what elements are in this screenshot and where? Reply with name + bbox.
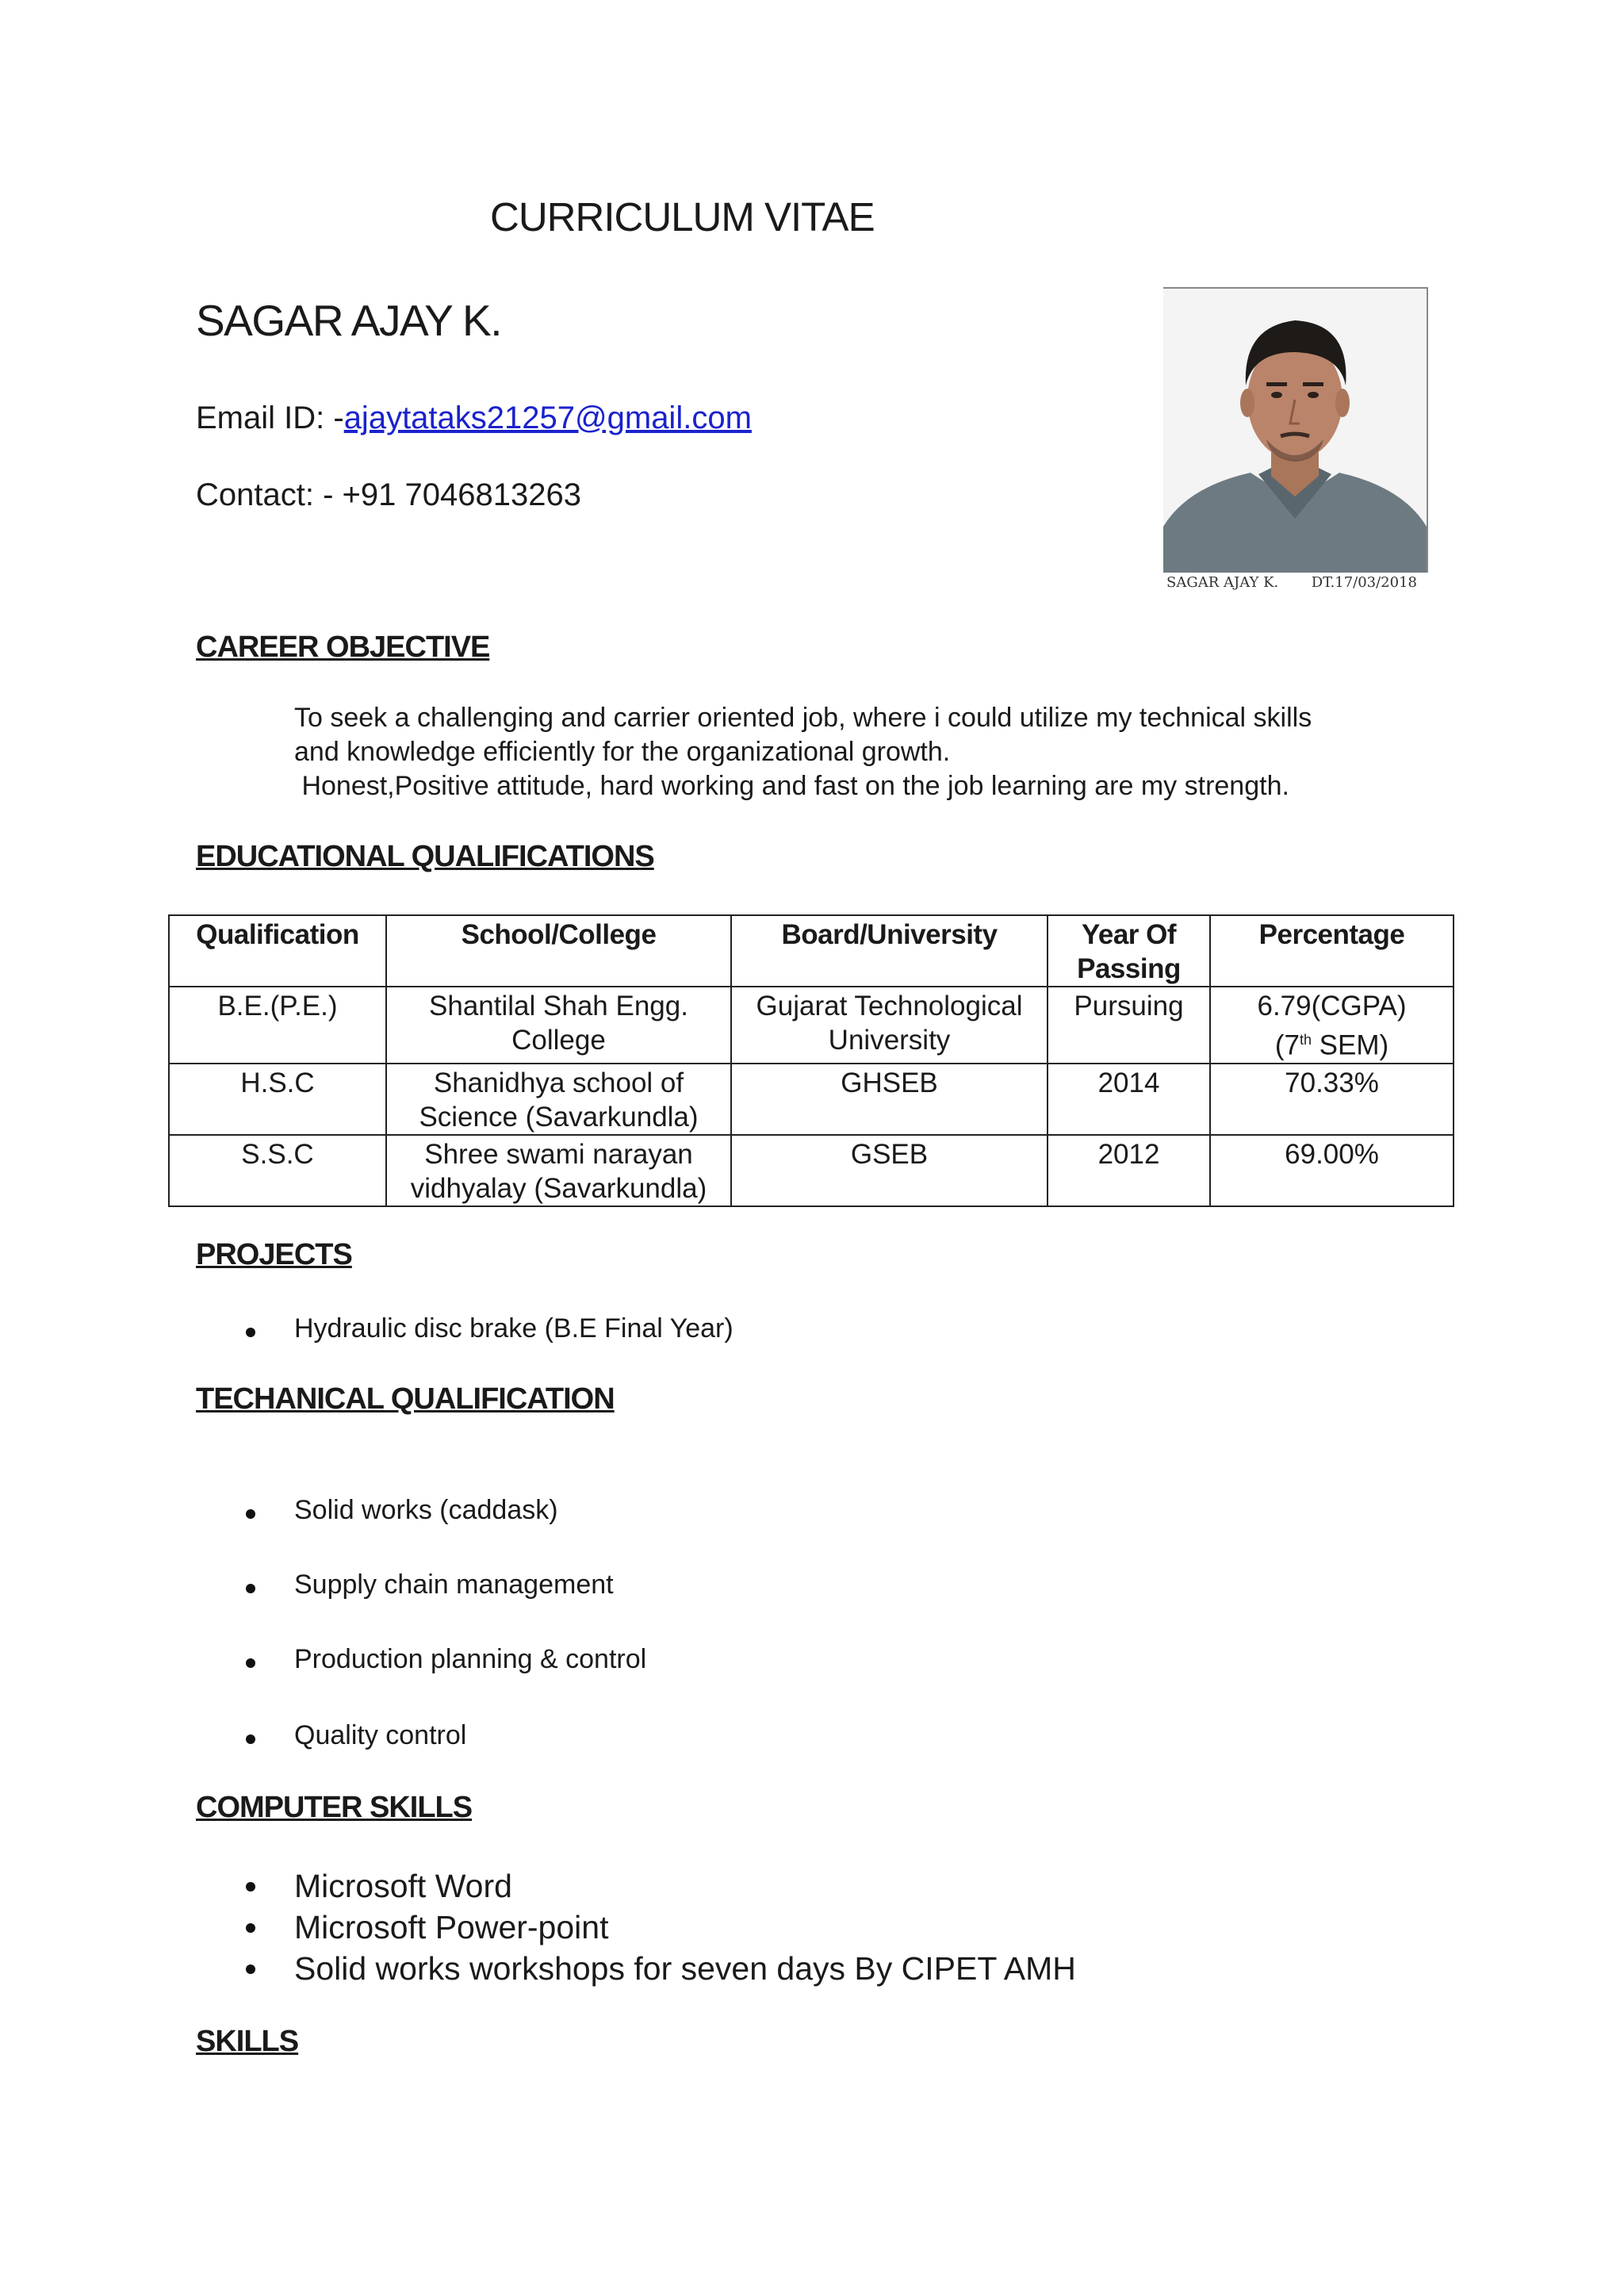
education-heading: EDUCATIONAL QUALIFICATIONS bbox=[196, 840, 654, 873]
photo-caption-name: SAGAR AJAY K. bbox=[1166, 574, 1279, 591]
email-line bbox=[196, 401, 752, 436]
column-header: School/College bbox=[386, 915, 731, 987]
photo-caption-date: DT.17/03/2018 bbox=[1311, 574, 1417, 591]
table-cell: B.E.(P.E.) bbox=[169, 987, 386, 1064]
column-header: Percentage bbox=[1210, 915, 1454, 987]
table-cell: 69.00% bbox=[1210, 1135, 1454, 1206]
cgpa-value: 6.79(CGPA) bbox=[1257, 991, 1407, 1022]
document-title: CURRICULUM VITAE bbox=[490, 194, 875, 240]
table-cell: 70.33% bbox=[1210, 1064, 1454, 1135]
table-cell bbox=[1210, 987, 1454, 1064]
candidate-name: SAGAR AJAY K. bbox=[196, 296, 502, 345]
column-header: Board/University bbox=[731, 915, 1048, 987]
phone-number: +91 7046813263 bbox=[342, 477, 581, 512]
table-cell: S.S.C bbox=[169, 1135, 386, 1206]
photo-caption bbox=[1163, 574, 1427, 591]
list-item: Hydraulic disc brake (B.E Final Year) bbox=[242, 1313, 733, 1344]
contact-line bbox=[196, 477, 581, 513]
email-label: Email ID: - bbox=[196, 401, 344, 435]
list-item: Solid works workshops for seven days By CIPET AMH bbox=[242, 1948, 1076, 1989]
table-cell: Shanidhya school of Science (Savarkundla) bbox=[386, 1064, 731, 1135]
list-item: Microsoft Word bbox=[242, 1865, 1076, 1907]
objective-line: Honest,Positive attitude, hard working and fast on the job learning are my strength. bbox=[294, 771, 1289, 801]
career-objective-heading: CAREER OBJECTIVE bbox=[196, 631, 490, 664]
table-cell: Shree swami narayan vidhyalay (Savarkundla) bbox=[386, 1135, 731, 1206]
education-table bbox=[168, 914, 1454, 1207]
table-header-row bbox=[169, 915, 1454, 987]
career-objective-text bbox=[294, 701, 1312, 803]
table-cell: Pursuing bbox=[1048, 987, 1210, 1064]
email-link[interactable]: ajaytataks21257@gmail.com bbox=[343, 401, 752, 435]
contact-label: Contact: - bbox=[196, 477, 343, 512]
table-row bbox=[169, 1064, 1454, 1135]
person-portrait-icon bbox=[1163, 289, 1427, 573]
projects-heading: PROJECTS bbox=[196, 1238, 352, 1271]
table-row bbox=[169, 987, 1454, 1064]
table-cell: Shantilal Shah Engg. College bbox=[386, 987, 731, 1064]
objective-line: To seek a challenging and carrier oriented job, where i could utilize my technical skills bbox=[294, 703, 1312, 733]
computer-skills-heading: COMPUTER SKILLS bbox=[196, 1791, 473, 1824]
table-row bbox=[169, 1135, 1454, 1206]
table-cell: H.S.C bbox=[169, 1064, 386, 1135]
technical-list bbox=[242, 1495, 646, 1751]
column-header: Qualification bbox=[169, 915, 386, 987]
table-cell: GHSEB bbox=[731, 1064, 1048, 1135]
list-item: Production planning & control bbox=[242, 1644, 646, 1720]
table-cell: GSEB bbox=[731, 1135, 1048, 1206]
profile-photo bbox=[1163, 287, 1427, 593]
list-item: Quality control bbox=[242, 1720, 646, 1751]
table-cell: 2012 bbox=[1048, 1135, 1210, 1206]
column-header: Year Of Passing bbox=[1048, 915, 1210, 987]
technical-heading: TECHANICAL QUALIFICATION bbox=[196, 1382, 615, 1416]
projects-list bbox=[242, 1313, 733, 1344]
table-cell: Gujarat Technological University bbox=[731, 987, 1048, 1064]
skills-heading: SKILLS bbox=[196, 2025, 299, 2058]
table-cell: 2014 bbox=[1048, 1064, 1210, 1135]
list-item: Supply chain management bbox=[242, 1570, 646, 1644]
computer-skills-list bbox=[242, 1865, 1076, 1989]
objective-line: and knowledge efficiently for the organizational growth. bbox=[294, 737, 951, 767]
list-item: Solid works (caddask) bbox=[242, 1495, 646, 1570]
semester-note: (7th SEM) bbox=[1274, 1029, 1389, 1061]
list-item: Microsoft Power-point bbox=[242, 1907, 1076, 1948]
